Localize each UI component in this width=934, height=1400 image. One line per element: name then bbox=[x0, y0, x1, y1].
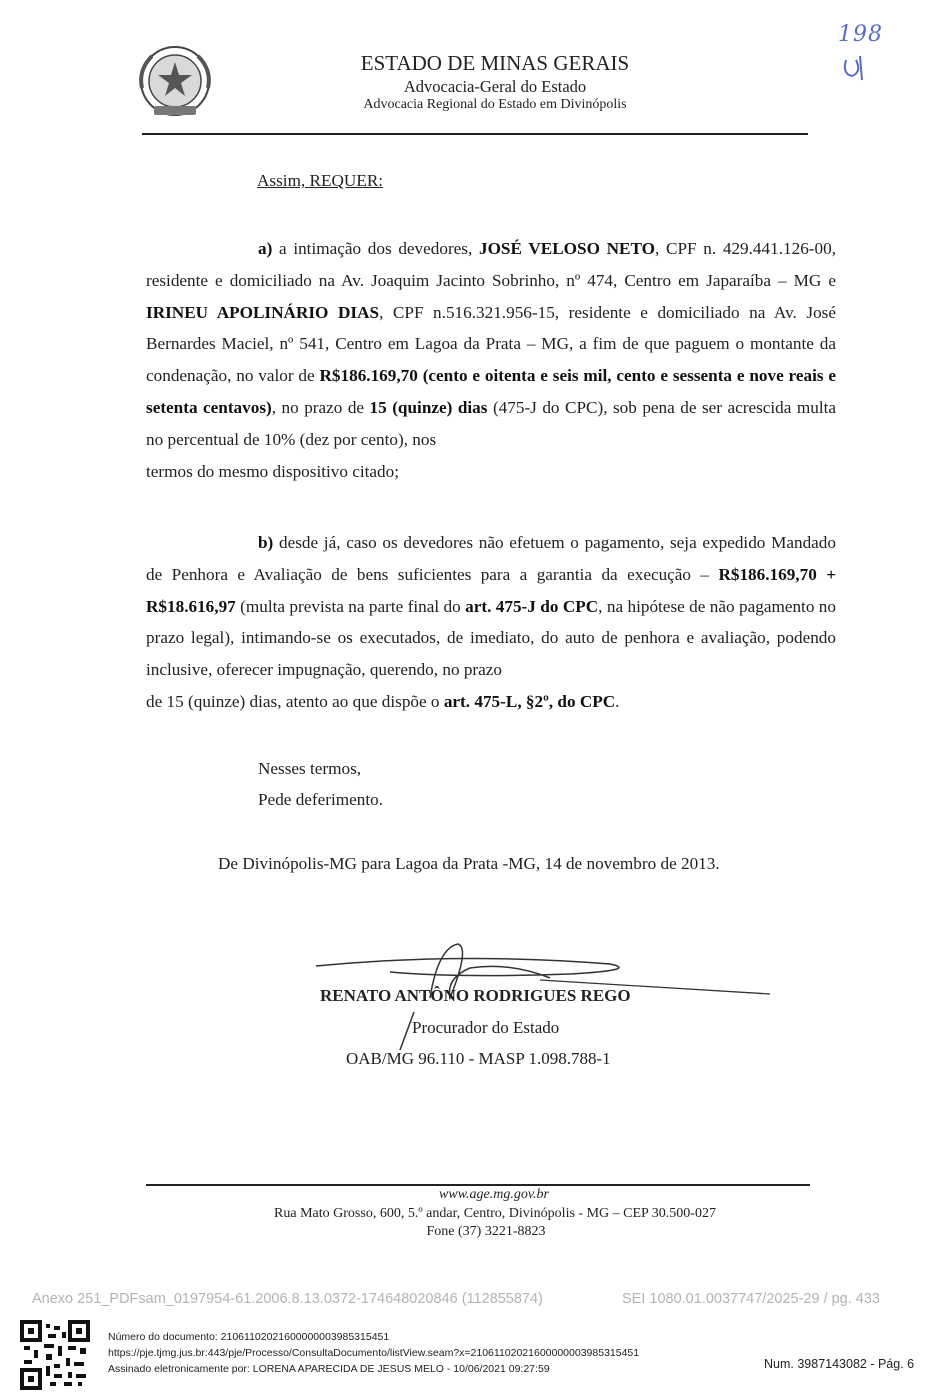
place-date: De Divinópolis-MG para Lagoa da Prata -MG, 14 de novembro de 2013. bbox=[218, 854, 720, 873]
handwritten-page-mark: 198 bbox=[832, 22, 894, 82]
qr-code bbox=[20, 1320, 90, 1390]
footer-address: Rua Mato Grosso, 600, 5.º andar, Centro, Divinópolis - MG – CEP 30.500-027 bbox=[274, 1206, 716, 1221]
article-reference-2: art. 475-L, §2º, do CPC bbox=[443, 691, 616, 711]
item-a-marker: a) bbox=[258, 239, 273, 258]
header-office: Advocacia-Geral do Estado bbox=[403, 77, 587, 96]
closing-terms: Nesses termos, bbox=[258, 759, 362, 778]
debtor-2-name: IRINEU APOLINÁRIO DIAS bbox=[146, 302, 380, 322]
debtor-1-name: JOSÉ VELOSO NETO bbox=[478, 239, 656, 258]
signatory-name: RENATO ANTÔNO RODRIGUES REGO bbox=[320, 986, 631, 1005]
header-state: ESTADO DE MINAS GERAIS bbox=[360, 51, 630, 75]
signatory-role: Procurador do Estado bbox=[412, 1018, 560, 1037]
footer-rule bbox=[146, 1184, 810, 1186]
signatory-registration: OAB/MG 96.110 - MASP 1.098.788-1 bbox=[346, 1049, 611, 1068]
condemnation-amount: R$186.169,70 (cento e oitenta e seis mil, cento e sessenta e nove reais e setenta centavos) bbox=[146, 366, 837, 417]
closing-request: Pede deferimento. bbox=[258, 790, 384, 809]
item-b-marker: b) bbox=[258, 533, 274, 552]
execution-sum: R$186.169,70 + R$18.616,97 bbox=[146, 564, 836, 616]
sei-stamp: SEI 1080.01.0037747/2025-29 / pg. 433 bbox=[622, 1291, 880, 1307]
electronic-signature-line: Assinado eletronicamente por: LORENA APARECIDA DE JESUS MELO - 10/06/2021 09:27:59 bbox=[108, 1363, 550, 1375]
annex-stamp: Anexo 251_PDFsam_0197954-61.2006.8.13.0372-174648020846 (112855874) bbox=[32, 1291, 543, 1307]
item-b-paragraph: b) desde já, caso os devedores não efetuem o pagamento, seja expedido Mandado de Penhora e Avaliação de bens suficientes para a garantia da execução – R$186.169,70 + R$18.616,97 (multa prevista na parte final do art. 475-J do CPC, na hipótese de não pagamento no prazo legal), intimando-se os executados, de imediato, do auto de penhora e avaliação, podendo inclusive, oferecer impugnação, querendo, no prazo de 15 (quinze) dias, atento ao que dispõe o art. 475-L, §2º, do CPC. bbox=[146, 533, 836, 711]
footer-phone: Fone (37) 3221-8823 bbox=[426, 1224, 546, 1239]
payment-deadline: 15 (quinze) dias bbox=[369, 397, 488, 417]
header-rule bbox=[142, 133, 808, 135]
intro-heading: Assim, REQUER: bbox=[257, 171, 384, 190]
document-url[interactable]: https://pje.tjmg.jus.br:443/pje/Processo/ConsultaDocumento/listView.seam?x=21061102021600000003985315451 bbox=[108, 1347, 640, 1359]
item-a-paragraph: a) a intimação dos devedores, JOSÉ VELOSO NETO, CPF n. 429.441.126-00, residente e domiciliado na Av. Joaquim Jacinto Sobrinho, nº 474, Centro em Japaraíba – MG e IRINEU APOLINÁRIO DIAS, CPF n.516.321.956-15, residente e domiciliado na Av. José Bernardes Maciel, nº 541, Centro em Lagoa da Prata – MG, a fim de que paguem o montante da condenação, no valor de R$186.169,70 (cento e oitenta e seis mil, cento e sessenta e nove reais e setenta centavos), no prazo de 15 (quinze) dias (475-J do CPC), sob pena de ser acrescida multa no percentual de 10% (dez por cento), nos termos do mesmo dispositivo citado; bbox=[146, 239, 837, 481]
header-regional: Advocacia Regional do Estado em Divinópolis bbox=[363, 97, 627, 112]
document-number: Número do documento: 21061102021600000003985315451 bbox=[108, 1331, 390, 1343]
num-page-label: Num. 3987143082 - Pág. 6 bbox=[764, 1357, 915, 1371]
coat-of-arms-emblem bbox=[134, 40, 216, 122]
footer-website: www.age.mg.gov.br bbox=[439, 1187, 549, 1202]
article-reference-1: art. 475-J do CPC bbox=[465, 596, 599, 616]
